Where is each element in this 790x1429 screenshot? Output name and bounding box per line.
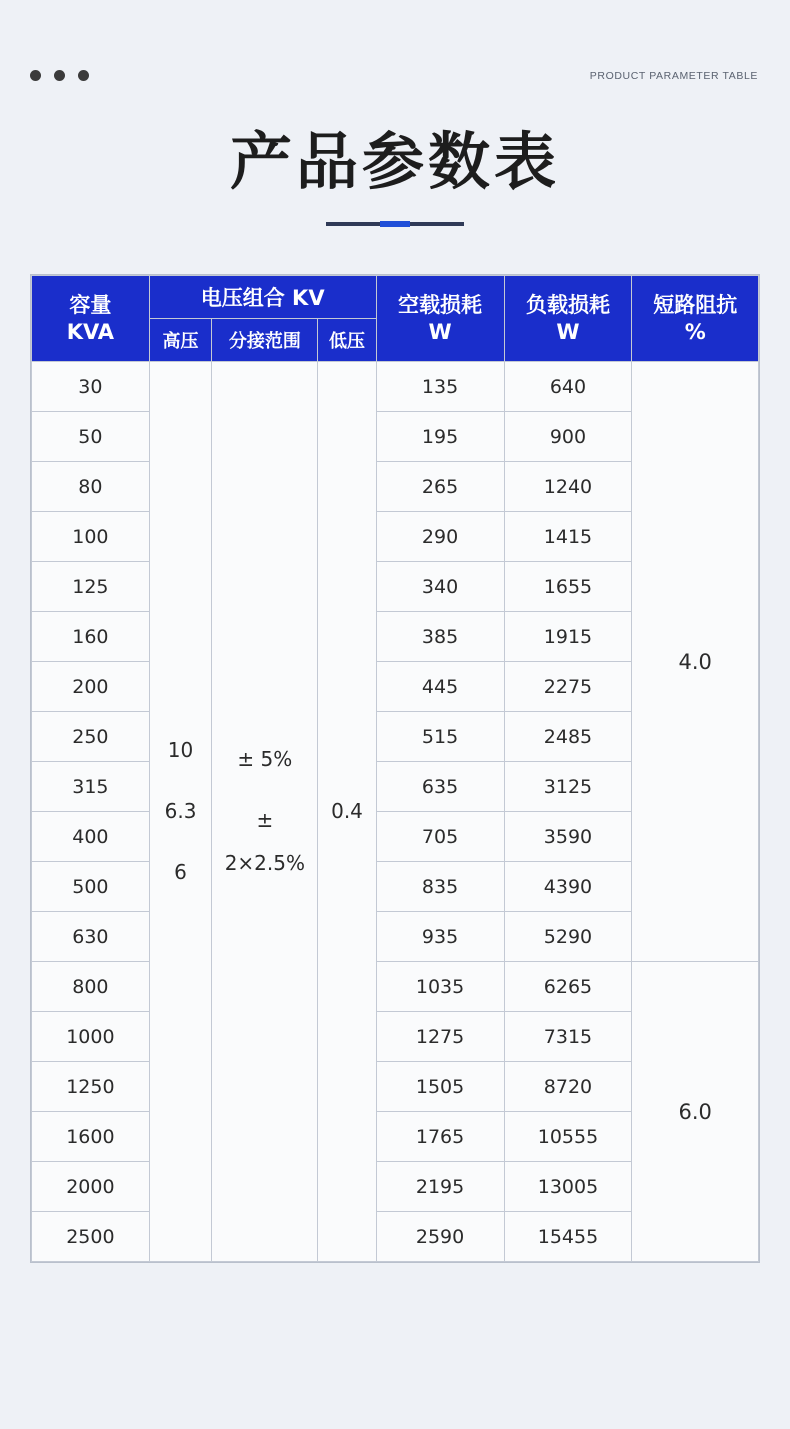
cell-load-loss: 6265 [504, 962, 632, 1012]
header-high-voltage: 高压 [149, 319, 212, 362]
cell-load-loss: 8720 [504, 1062, 632, 1112]
header-capacity [32, 276, 150, 362]
dots-decoration [30, 70, 89, 81]
cell-no-load-loss: 135 [376, 362, 504, 412]
table-row [32, 962, 759, 1012]
page-title: 产品参数表 [229, 125, 560, 198]
header-no-load-loss [376, 276, 504, 362]
header-no-load-loss-line1: 空载损耗 [398, 292, 483, 317]
header-tap-range: 分接范围 [212, 319, 318, 362]
cell-capacity: 1000 [32, 1012, 150, 1062]
cell-no-load-loss: 265 [376, 462, 504, 512]
cell-tap-range [212, 362, 318, 1262]
cell-load-loss: 1240 [504, 462, 632, 512]
cell-capacity: 400 [32, 812, 150, 862]
header-voltage-group: 电压组合 KV [149, 276, 376, 319]
cell-load-loss: 2485 [504, 712, 632, 762]
page-header [0, 0, 790, 110]
high-voltage-value: 10 [167, 738, 194, 763]
dot-icon [54, 70, 65, 81]
table-body [32, 362, 759, 1262]
cell-no-load-loss: 705 [376, 812, 504, 862]
cell-impedance-group-2: 6.0 [632, 962, 759, 1262]
header-no-load-loss-line2: W [428, 319, 452, 344]
cell-no-load-loss: 445 [376, 662, 504, 712]
cell-load-loss: 3125 [504, 762, 632, 812]
header-load-loss-line2: W [556, 319, 580, 344]
cell-load-loss: 2275 [504, 662, 632, 712]
cell-load-loss: 15455 [504, 1212, 632, 1262]
cell-load-loss: 3590 [504, 812, 632, 862]
cell-capacity: 250 [32, 712, 150, 762]
cell-no-load-loss: 1765 [376, 1112, 504, 1162]
cell-load-loss: 1415 [504, 512, 632, 562]
dot-icon [78, 70, 89, 81]
cell-load-loss: 13005 [504, 1162, 632, 1212]
parameter-table-container [30, 274, 760, 1263]
cell-no-load-loss: 195 [376, 412, 504, 462]
cell-capacity: 1600 [32, 1112, 150, 1162]
cell-no-load-loss: 2195 [376, 1162, 504, 1212]
cell-no-load-loss: 635 [376, 762, 504, 812]
header-impedance-line2: % [684, 319, 706, 344]
cell-capacity: 630 [32, 912, 150, 962]
tap-range-value: ± 5% [237, 747, 293, 772]
header-capacity-line2: KVA [66, 319, 115, 344]
divider-accent [380, 221, 410, 227]
cell-impedance-group-1: 4.0 [632, 362, 759, 962]
cell-capacity: 160 [32, 612, 150, 662]
cell-load-loss: 640 [504, 362, 632, 412]
cell-capacity: 100 [32, 512, 150, 562]
cell-capacity: 2500 [32, 1212, 150, 1262]
cell-capacity: 125 [32, 562, 150, 612]
cell-capacity: 800 [32, 962, 150, 1012]
tap-range-value: ± 2×2.5% [224, 808, 305, 876]
cell-load-loss: 4390 [504, 862, 632, 912]
header-load-loss [504, 276, 632, 362]
title-divider [326, 222, 464, 226]
table-row [32, 362, 759, 412]
cell-low-voltage: 0.4 [318, 362, 376, 1262]
header-eyebrow-text: PRODUCT PARAMETER TABLE [589, 70, 758, 82]
parameter-table [31, 275, 759, 1262]
high-voltage-value: 6.3 [164, 799, 197, 824]
header-capacity-line1: 容量 [69, 292, 112, 317]
cell-no-load-loss: 2590 [376, 1212, 504, 1262]
header-load-loss-line1: 负载损耗 [525, 292, 610, 317]
cell-no-load-loss: 1035 [376, 962, 504, 1012]
cell-no-load-loss: 290 [376, 512, 504, 562]
cell-no-load-loss: 515 [376, 712, 504, 762]
cell-capacity: 30 [32, 362, 150, 412]
table-head [32, 276, 759, 362]
header-low-voltage: 低压 [318, 319, 376, 362]
cell-capacity: 50 [32, 412, 150, 462]
cell-capacity: 315 [32, 762, 150, 812]
cell-no-load-loss: 1275 [376, 1012, 504, 1062]
cell-no-load-loss: 935 [376, 912, 504, 962]
dot-icon [30, 70, 41, 81]
cell-load-loss: 1915 [504, 612, 632, 662]
high-voltage-value: 6 [174, 860, 187, 885]
cell-capacity: 2000 [32, 1162, 150, 1212]
header-impedance-line1: 短路阻抗 [653, 292, 738, 317]
cell-capacity: 200 [32, 662, 150, 712]
cell-capacity: 1250 [32, 1062, 150, 1112]
cell-load-loss: 1655 [504, 562, 632, 612]
cell-no-load-loss: 1505 [376, 1062, 504, 1112]
cell-load-loss: 5290 [504, 912, 632, 962]
cell-high-voltage [149, 362, 212, 1262]
table-header-row-1 [32, 276, 759, 319]
cell-capacity: 500 [32, 862, 150, 912]
cell-no-load-loss: 385 [376, 612, 504, 662]
cell-load-loss: 10555 [504, 1112, 632, 1162]
header-impedance [632, 276, 759, 362]
cell-no-load-loss: 340 [376, 562, 504, 612]
cell-load-loss: 7315 [504, 1012, 632, 1062]
title-block [0, 125, 790, 226]
cell-no-load-loss: 835 [376, 862, 504, 912]
cell-load-loss: 900 [504, 412, 632, 462]
cell-capacity: 80 [32, 462, 150, 512]
